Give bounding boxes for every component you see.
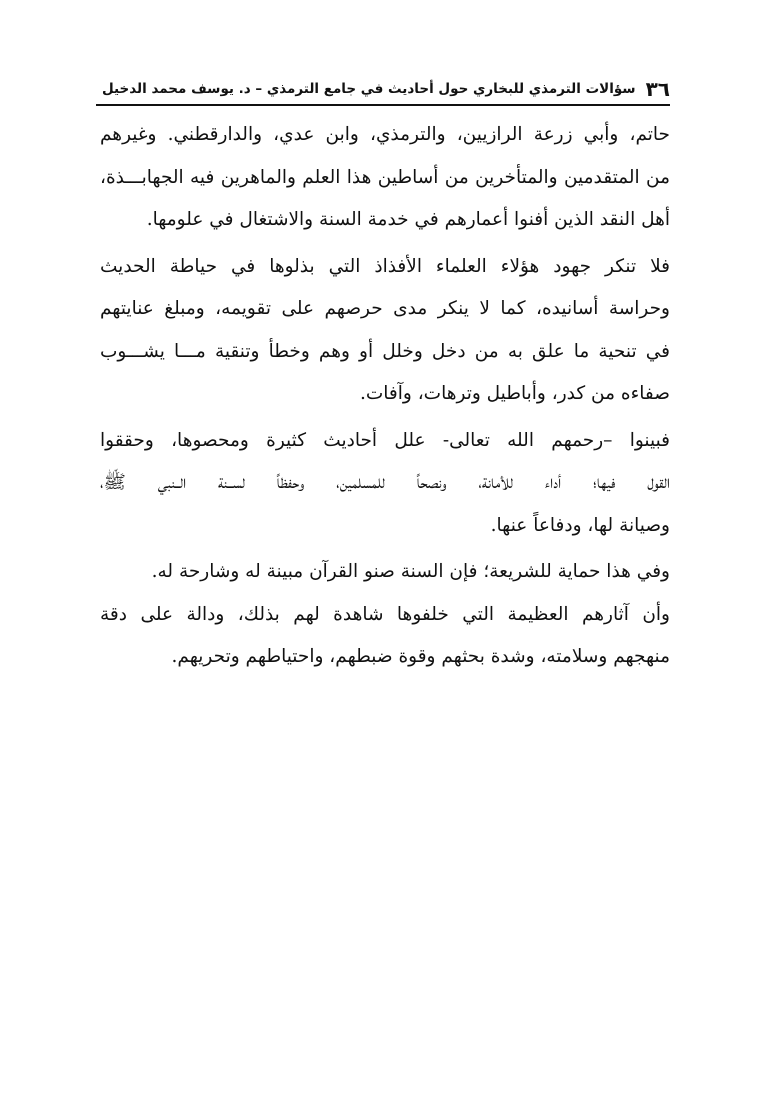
paragraph-1 xyxy=(100,114,670,242)
page-number: ٣٦ xyxy=(645,77,670,101)
text-line: وصيانة لها، ودفاعاً عنها. xyxy=(490,514,670,536)
body-text xyxy=(100,114,670,679)
text-line: فلا تنكر جهود هؤلاء العلماء الأفذاذ التي بذلوها في حياطة الحديث xyxy=(100,255,670,277)
text-line: من المتقدمين والمتأخرين من أساطين هذا العلم والماهرين فيه الجهابـــذة، xyxy=(100,166,670,188)
header-rule xyxy=(96,104,670,106)
paragraph-5 xyxy=(100,594,670,679)
text-line: وأن آثارهم العظيمة التي خلفوها شاهدة لهم بذلك، ودالة على دقة xyxy=(100,603,670,625)
paragraph-4 xyxy=(100,551,670,594)
page-header xyxy=(96,76,670,102)
text-line: فبينوا –رحمهم الله تعالى- علل أحاديث كثيرة ومحصوها، وحققوا xyxy=(100,429,670,451)
paragraph-2 xyxy=(100,246,670,416)
text-line: القول فيها؛ أداء للأمانة، ونصحاً للمسلمين، وحفظاً لســنة الــنبي ﷺ، xyxy=(100,472,670,493)
text-line: في تنحية ما علق به من دخل وخلل أو وهم وخطأ وتنقية مـــا يشـــوب xyxy=(100,340,670,362)
text-line: أهل النقد الذين أفنوا أعمارهم في خدمة السنة والاشتغال في علومها. xyxy=(146,209,670,230)
text-line: صفاءه من كدر، وأباطيل وترهات، وآفات. xyxy=(359,383,670,404)
text-line: وحراسة أسانيده، كما لا ينكر مدى حرصهم على تقويمه، ومبلغ عنايتهم xyxy=(100,298,670,319)
running-title: سؤالات الترمذي للبخاري حول أحاديث في جامع الترمذي – د. يوسف محمد الدخيل xyxy=(101,81,636,97)
text-line: منهجهم وسلامته، وشدة بحثهم وقوة ضبطهم، واحتياطهم وتحريهم. xyxy=(171,646,670,667)
text-line: وفي هذا حماية للشريعة؛ فإن السنة صنو القرآن مبينة له وشارحة له. xyxy=(151,561,670,582)
text-line: حاتم، وأبي زرعة الرازيين، والترمذي، وابن عدي، والدارقطني. وغيرهم xyxy=(100,124,670,145)
paragraph-3 xyxy=(100,420,670,548)
